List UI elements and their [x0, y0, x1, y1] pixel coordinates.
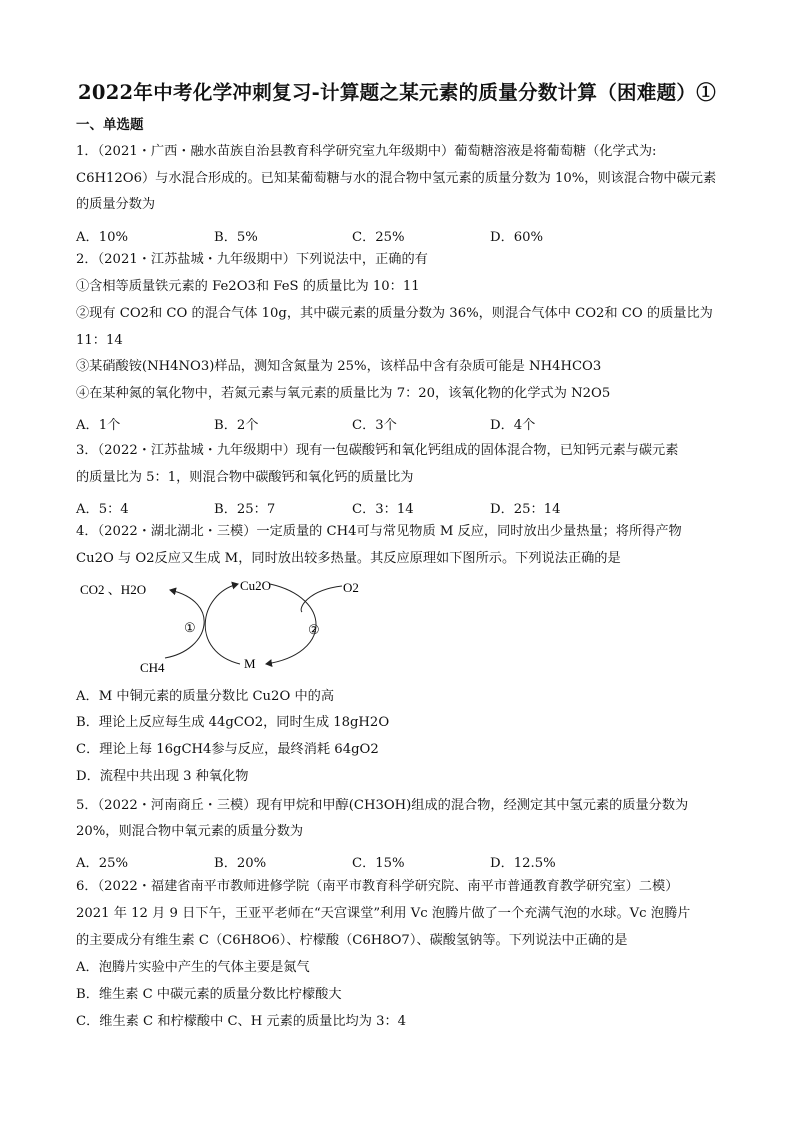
q4-option-c[interactable]: C．理论上每 16gCH4参与反应，最终消耗 64gO2: [76, 742, 379, 757]
q6-stem-line-2: 2021 年 12 月 9 日下午，王亚平老师在“天宫课堂”利用 Vc 泡腾片做了一个充满气泡的水球。Vc 泡腾片: [76, 906, 691, 921]
q4-option-a[interactable]: A．M 中铜元素的质量分数比 Cu2O 中的高: [76, 689, 335, 704]
diagram-step-2-label: ②: [308, 622, 320, 637]
q2-option-b[interactable]: B．2个: [214, 418, 259, 433]
diagram-step-1-label: ①: [184, 620, 196, 635]
q5-option-d[interactable]: D．12.5%: [490, 856, 556, 871]
diagram-products-label: CO2 、H2O: [80, 582, 147, 597]
diagram-ch4-label: CH4: [140, 660, 165, 675]
q1-options: [76, 226, 736, 244]
q2-stem: 2．（2021・江苏盐城・九年级期中）下列说法中，正确的有: [76, 252, 428, 267]
q1-option-d[interactable]: D．60%: [490, 230, 544, 245]
q3-stem-line-2: 的质量比为 5：1，则混合物中碳酸钙和氧化钙的质量比为: [76, 470, 414, 485]
q1-option-c[interactable]: C．25%: [352, 230, 405, 245]
q1-formula: C6H12O6: [76, 171, 142, 186]
q5-option-c[interactable]: C．15%: [352, 856, 405, 871]
q3-option-b[interactable]: B．25：7: [214, 502, 276, 517]
q6-option-c[interactable]: C．维生素 C 和柠檬酸中 C、H 元素的质量比均为 3：4: [76, 1014, 407, 1029]
q1-stem-line-2: [76, 170, 716, 188]
q1-stem-line-1: 1．（2021・广西・融水苗族自治县教育科学研究室九年级期中）葡萄糖溶液是将葡萄糖（化学式为:: [76, 144, 657, 159]
q2-statement-2: ②现有 CO2和 CO 的混合气体 10g，其中碳元素的质量分数为 36%，则混合气体中 CO2和 CO 的质量比为: [76, 306, 713, 321]
q5-stem-line-1: 5．（2022・河南商丘・三模）现有甲烷和甲醇(CH3OH)组成的混合物，经测定其中氢元素的质量分数为: [76, 798, 689, 813]
diagram-o2-label: O2: [343, 580, 359, 595]
q2-statement-3: ③某硝酸铵(NH4NO3)样品，测知含氮量为 25%，该样品中含有杂质可能是 NH4HCO3: [76, 359, 602, 374]
q4-option-d[interactable]: D．流程中共出现 3 种氧化物: [76, 769, 249, 784]
q1-option-a[interactable]: A．10%: [76, 230, 129, 245]
diagram-arrow-o2-join: [301, 586, 342, 612]
q5-option-a[interactable]: A．25%: [76, 856, 129, 871]
q4-stem-line-1: 4．（2022・湖北湖北・三模）一定质量的 CH4可与常见物质 M 反应，同时放出少量热量；将所得产物: [76, 524, 682, 539]
q5-stem-line-2: 20%，则混合物中氧元素的质量分数为: [76, 824, 304, 839]
q1-stem-line-2-text: ）与水混合形成的。已知某葡萄糖与水的混合物中氢元素的质量分数为 10%，则该混合物中碳元素: [141, 171, 717, 186]
q6-stem-line-3: 的主要成分有维生素 C（C6H8O6）、柠檬酸（C6H8O7）、碳酸氢钠等。下列说法中正确的是: [76, 933, 628, 948]
q3-stem-line-1: 3．（2022・江苏盐城・九年级期中）现有一包碳酸钙和氧化钙组成的固体混合物，已知钙元素与碳元素: [76, 443, 679, 458]
section-heading: 一、单选题: [76, 117, 144, 133]
q2-statement-4: ④在某种氮的氧化物中，若氮元素与氧元素的质量比为 7：20，该氧化物的化学式为 N2O5: [76, 386, 611, 401]
q5-options: [76, 852, 736, 870]
reaction-cycle-diagram: [70, 572, 370, 682]
q3-option-c[interactable]: C．3：14: [352, 502, 414, 517]
page-title: 2022年中考化学冲刺复习-计算题之某元素的质量分数计算（困难题）①: [77, 81, 717, 104]
q3-option-d[interactable]: D．25：14: [490, 502, 561, 517]
q4-option-b[interactable]: B．理论上反应每生成 44gCO2，同时生成 18gH2O: [76, 715, 390, 730]
q2-options: [76, 414, 736, 432]
diagram-arrow-m-to-cu2o: [205, 584, 240, 664]
diagram-m-label: M: [244, 656, 256, 671]
q1-stem-line-3: 的质量分数为: [76, 197, 156, 212]
q2-statement-2-cont: 11：14: [76, 333, 123, 348]
q1-option-b[interactable]: B．5%: [214, 230, 258, 245]
q2-option-d[interactable]: D．4个: [490, 418, 536, 433]
q6-stem-line-1: 6．（2022・福建省南平市教师进修学院（南平市教育科学研究院、南平市普通教育教学研究室）二模）: [76, 879, 679, 894]
q3-option-a[interactable]: A．5：4: [76, 502, 129, 517]
q2-option-c[interactable]: C．3个: [352, 418, 397, 433]
q6-option-b[interactable]: B．维生素 C 中碳元素的质量分数比柠檬酸大: [76, 987, 342, 1002]
q3-options: [76, 498, 736, 516]
q4-stem-line-2: Cu2O 与 O2反应又生成 M，同时放出较多热量。其反应原理如下图所示。下列说法正确的是: [76, 551, 621, 566]
q2-statement-1: ①含相等质量铁元素的 Fe2O3和 FeS 的质量比为 10：11: [76, 279, 420, 294]
diagram-cu2o-label: Cu2O: [240, 578, 272, 593]
q5-option-b[interactable]: B．20%: [214, 856, 267, 871]
q2-option-a[interactable]: A．1个: [76, 418, 121, 433]
q6-option-a[interactable]: A．泡腾片实验中产生的气体主要是氮气: [76, 960, 310, 975]
